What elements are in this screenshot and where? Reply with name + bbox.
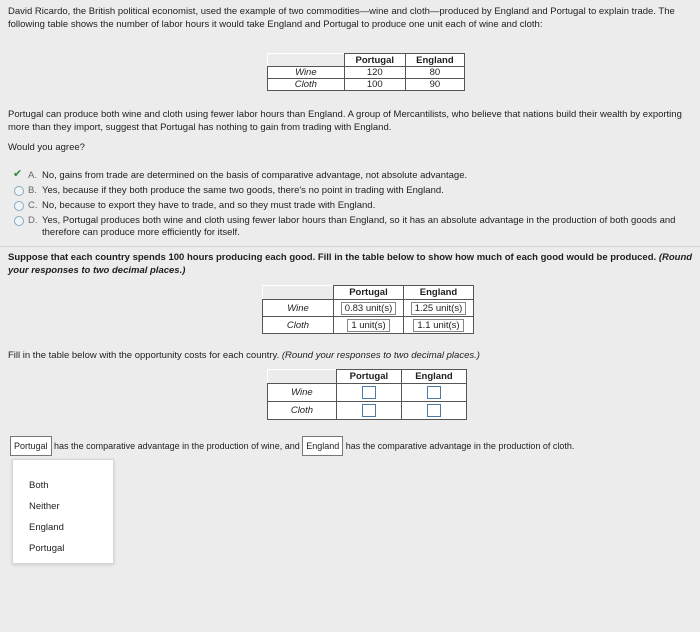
- radio-icon[interactable]: [14, 186, 24, 196]
- table3-row-label: Wine: [268, 384, 337, 402]
- table2-header-portugal: Portugal: [333, 286, 403, 300]
- answer-input[interactable]: [336, 402, 401, 420]
- table1-cell: 120: [344, 67, 405, 79]
- dropdown-option[interactable]: Neither: [29, 501, 60, 512]
- radio-icon[interactable]: [14, 216, 24, 226]
- table1-cell: 90: [405, 79, 464, 91]
- answer-box[interactable]: [362, 404, 376, 417]
- checkmark-icon: ✔: [13, 168, 23, 180]
- table2-header-england: England: [403, 286, 473, 300]
- dropdown-option[interactable]: Portugal: [29, 543, 65, 554]
- labor-hours-table: [267, 53, 465, 91]
- production-table: [262, 285, 474, 334]
- answer-input[interactable]: [401, 384, 466, 402]
- table2-cell[interactable]: 1.25 unit(s): [403, 300, 473, 317]
- table2-cell[interactable]: 0.83 unit(s): [333, 300, 403, 317]
- answer-input[interactable]: [336, 384, 401, 402]
- suppose-text: Suppose that each country spends 100 hours producing each good. Fill in the table below to show how much of each good would be produced. (Round your responses to two decimal places.): [8, 252, 693, 276]
- answer-box[interactable]: [427, 386, 441, 399]
- table1-row-label: Cloth: [268, 79, 345, 91]
- answer-box[interactable]: [362, 386, 376, 399]
- table2-row-label: Cloth: [263, 317, 334, 334]
- divider: [0, 246, 700, 247]
- country-select-1[interactable]: Portugal: [10, 436, 52, 456]
- answer-box[interactable]: [427, 404, 441, 417]
- table2-cell[interactable]: 1.1 unit(s): [403, 317, 473, 334]
- table2-row-label: Wine: [263, 300, 334, 317]
- table1-row-label: Wine: [268, 67, 345, 79]
- choice-d[interactable]: D. Yes, Portugal produces both wine and cloth using fewer labor hours than England, so it has an absolute advantage in the production of both goods and therefore can produce more efficiently for itself.: [14, 215, 694, 241]
- table3-header-portugal: Portugal: [336, 370, 401, 384]
- table1-cell: 80: [405, 67, 464, 79]
- answer-input[interactable]: [401, 402, 466, 420]
- comparative-advantage-sentence: Portugal has the comparative advantage in the production of wine, and England has the comparative advantage in the production of cloth.: [10, 436, 690, 456]
- intro-text: David Ricardo, the British political economist, used the example of two commodities—wine and cloth—produced by England and Portugal to explain trade. The following table shows the number of labor hours it would take England and Portugal to produce one unit each of wine and cloth:: [8, 6, 675, 30]
- opportunity-cost-text: Fill in the table below with the opportunity costs for each country. (Round your responses to two decimal places.): [8, 350, 480, 361]
- radio-icon[interactable]: [14, 201, 24, 211]
- table1-cell: 100: [344, 79, 405, 91]
- mercantilist-text: Portugal can produce both wine and cloth using fewer labor hours than England. A group of Mercantilists, who believe that nations build their wealth by exporting more than they import, suggest that Portugal has nothing to gain from trading with England.: [8, 109, 682, 133]
- dropdown-option[interactable]: Both: [29, 480, 49, 491]
- table1-header-england: England: [405, 54, 464, 67]
- dropdown-option[interactable]: England: [29, 522, 64, 533]
- table3-header-england: England: [401, 370, 466, 384]
- country-select-2[interactable]: England: [302, 436, 343, 456]
- table3-row-label: Cloth: [268, 402, 337, 420]
- table2-cell[interactable]: 1 unit(s): [333, 317, 403, 334]
- opportunity-cost-table: [267, 369, 467, 420]
- country-dropdown: [12, 459, 114, 564]
- question-text: Would you agree?: [8, 142, 85, 153]
- table1-header-portugal: Portugal: [344, 54, 405, 67]
